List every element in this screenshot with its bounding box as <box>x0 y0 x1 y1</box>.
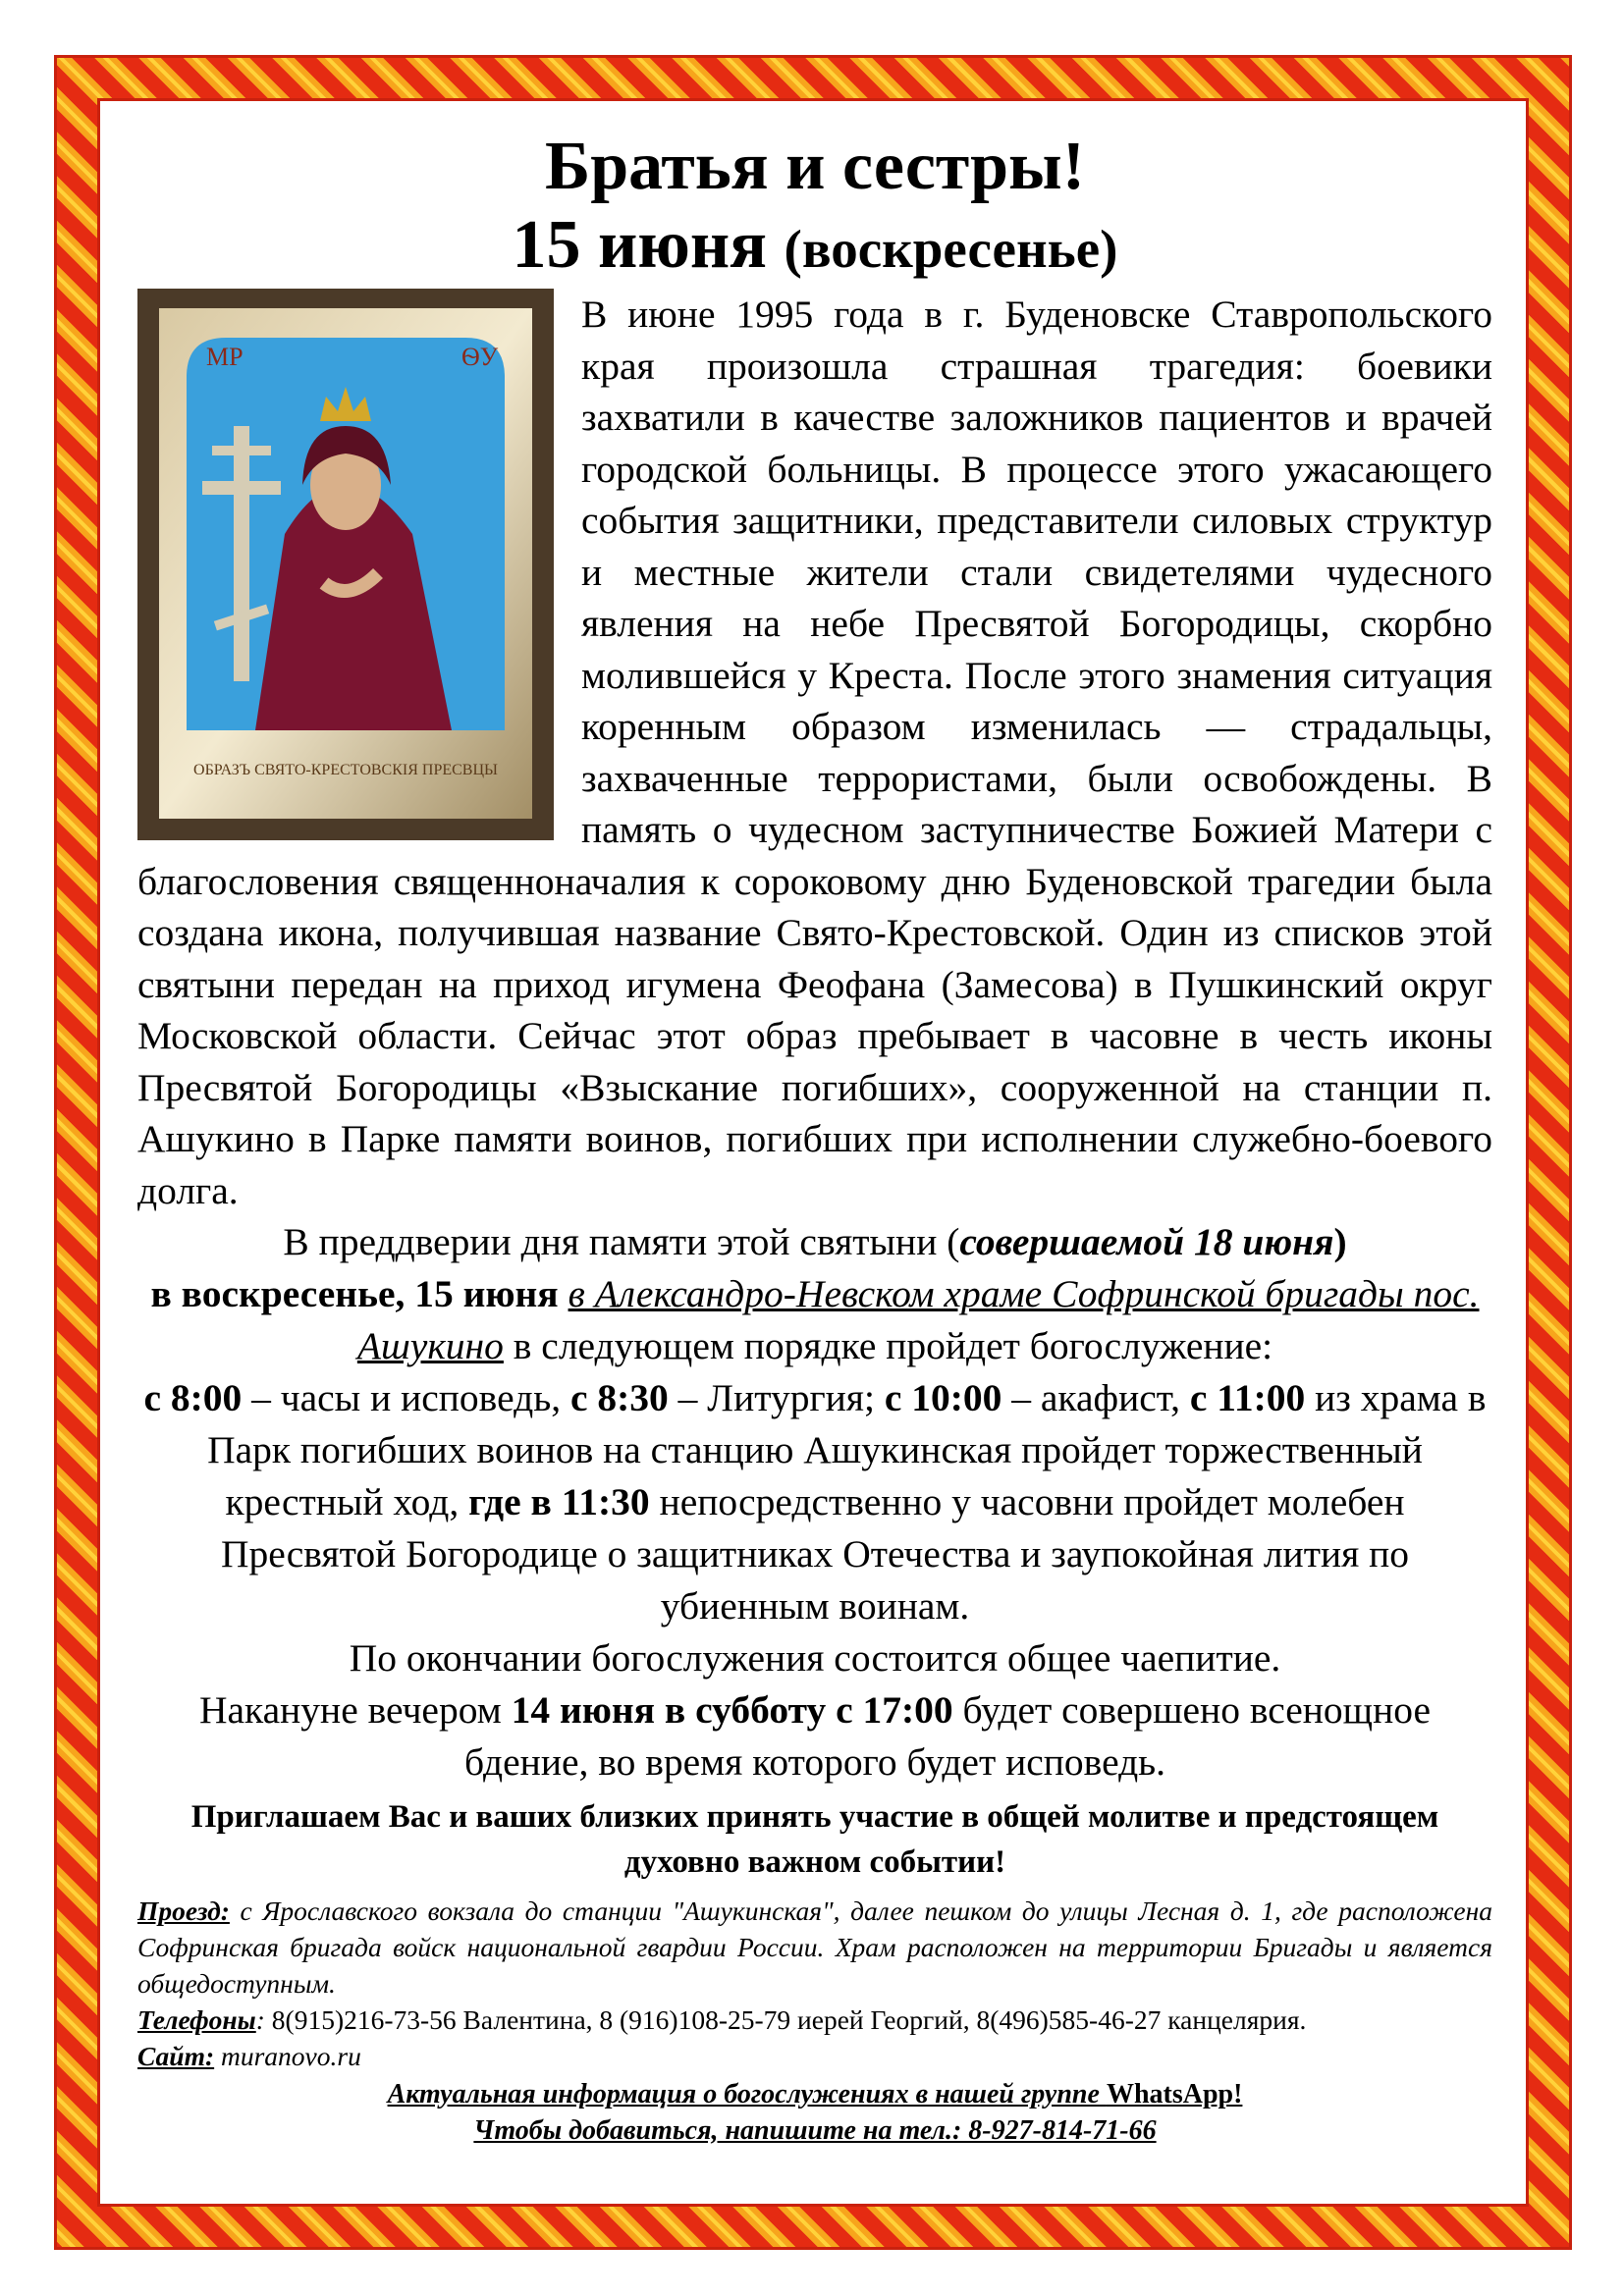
vigil-intro: Накануне вечером <box>198 1688 512 1732</box>
story-paragraph: В июне 1995 года в г. Буденовске Ставропольского края произошла страшная трагедия: боевики захватили в качестве заложников пациентов и врачей городской больницы. В процессе этого ужасающего события защитники, представители силовых структур и местные жители стали свидетелями чудесного явления на небе Пресвятой Богородицы, скорбно молившейся у Креста. После этого знамения ситуация коренным образом изменилась — страдальцы, захваченные террористами, были освобождены. В память о чудесном заступничестве Божией Матери с благословения священноначалия к сороковому дню Буденовской трагедии была создана икона, получившая название Свято-Крестовской. Один из списков этой святыни передан на приход игумена Феофана (Замесова) в Пушкинский округ Московской области. Сейчас этот образ пребывает в часовне в честь иконы Пресвятой Богородицы «Взыскание погибших», сооруженной на станции п. Ашукино в Парке памяти воинов, погибших при исполнении служебно-боевого долга. <box>137 293 1492 1212</box>
contact-info <box>137 1893 1492 2074</box>
schedule-order-text: в следующем порядке пройдет богослужение: <box>503 1324 1273 1367</box>
schedule-location <box>137 1268 1492 1372</box>
time-hours-desc: – часы и исповедь, <box>242 1376 570 1419</box>
time-moleben: где в 11:30 <box>468 1480 650 1523</box>
phones-colon: : <box>255 2004 265 2035</box>
whatsapp-text: Актуальная информация о богослужениях в нашей группе <box>387 2079 1107 2109</box>
phones-text: 8(915)216-73-56 Валентина, 8 (916)108-25-79 иерей Георгий, 8(496)585-46-27 канцелярия. <box>264 2004 1307 2035</box>
schedule-intro <box>137 1216 1492 1268</box>
schedule-times <box>137 1372 1492 1632</box>
service-day: в воскресенье, 15 июня <box>150 1272 559 1315</box>
icon-corner-left: МР <box>206 343 244 371</box>
time-hours: с 8:00 <box>143 1376 243 1419</box>
icon-inscription: ОБРАЗЪ СВЯТО-КРЕСТОВСКІЯ ПРЕСВЦЫ <box>193 762 498 778</box>
vigil-desc: будет совершено всенощное бдение, во время которого будет исповедь. <box>463 1688 1432 1784</box>
event-weekday: (воскресенье) <box>784 219 1118 279</box>
tea-notice: По окончании богослужения состоится общее чаепитие. <box>349 1636 1281 1680</box>
page-title: Братья и сестры! <box>544 129 1086 204</box>
leaflet-content <box>137 128 1492 2149</box>
schedule-intro-close: ) <box>1333 1220 1347 1263</box>
site-link[interactable]: muranovo.ru <box>214 2041 361 2071</box>
event-date-main: 15 июня <box>512 207 768 283</box>
schedule-intro-text: В преддверии дня памяти этой святыни ( <box>283 1220 960 1263</box>
time-procession: с 11:00 <box>1189 1376 1306 1419</box>
vigil-notice <box>137 1684 1492 1789</box>
whatsapp-line <box>137 2076 1492 2112</box>
site-label: Сайт: <box>137 2041 215 2071</box>
vigil-time: 14 июня в субботу с 17:00 <box>511 1688 953 1732</box>
whatsapp-phone: Чтобы добавиться, напишите на тел.: 8-927-814-71-66 <box>473 2115 1157 2146</box>
event-date <box>137 206 1492 289</box>
phones-info <box>137 2002 1492 2038</box>
time-liturgy: с 8:30 <box>569 1376 669 1419</box>
service-schedule <box>137 1216 1492 1789</box>
route-info <box>137 1893 1492 2002</box>
time-akathist-desc: – акафист, <box>1001 1376 1180 1419</box>
invitation: Приглашаем Вас и ваших близких принять участие в общей молитве и предстоящем духовно важном событии! <box>190 1799 1439 1880</box>
time-moleben-desc: непосредственно у часовни пройдет молебен Пресвятой Богородице о защитниках Отечества и заупокойная лития по убиенным воинам. <box>220 1480 1410 1628</box>
time-liturgy-desc: – Литургия; <box>668 1376 885 1419</box>
time-akathist: с 10:00 <box>884 1376 1002 1419</box>
route-label: Проезд: <box>137 1896 230 1926</box>
icon-image <box>137 289 554 840</box>
route-text: с Ярославского вокзала до станции "Ашукинская", далее пешком до улицы Лесная д. 1, где расположена Софринская бригада войск национальной гвардии России. Храм расположен на территории Бригады и является общедоступным. <box>137 1896 1492 1999</box>
site-info <box>137 2038 1492 2074</box>
church-name: в Александро-Невском храме Софринской бригады пос. Ашукино <box>356 1272 1480 1367</box>
icon-illustration <box>137 289 554 840</box>
whatsapp-notice <box>137 2076 1492 2149</box>
icon-corner-right: ѲУ <box>461 343 499 371</box>
feast-day: совершаемой 18 июня <box>959 1220 1334 1263</box>
time-procession-desc: из храма в Парк погибших воинов на станцию Ашукинская пройдет торжественный крестный ход, <box>207 1376 1487 1523</box>
phones-label: Телефоны <box>137 2004 256 2035</box>
whatsapp-name: WhatsApp! <box>1106 2079 1243 2109</box>
